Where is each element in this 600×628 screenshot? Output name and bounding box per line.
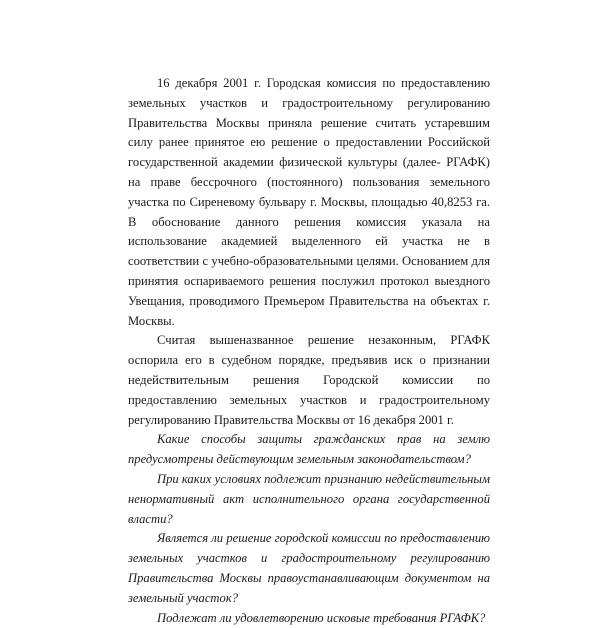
- case-description-paragraph: 16 декабря 2001 г. Городская комиссия по предоставлению земельных участков и градостроительному регулированию Правительства Москвы приняла решение считать устаревшим силу ранее принятое ею решение о предоставлении Российской государственной академии физической культуры (далее- РГАФК) на праве бессрочного (постоянного) пользования земельного участка по Сиреневому бульвару г. Москвы, площадью 40,8253 га. В обоснование данного решения комиссия указала на использование академией выделенного ей участка не в соответствии с учебно-образовательными целями. Основанием для принятия оспариваемого решения послужил протокол выездного Увещания, проводимого Премьером Правительства на объектах г. Москвы.: [128, 76, 490, 328]
- question-4: Подлежат ли удовлетворению исковые требования РГАФК?: [157, 610, 486, 625]
- question-3: Является ли решение городской комиссии по предоставлению земельных участков и градостроительному регулированию Правительства Москвы правоустанавливающим документом на земельный участок?: [128, 531, 490, 605]
- question-2: При каких условиях подлежит признанию недействительным ненормативный акт исполнительного органа государственной власти?: [128, 471, 490, 526]
- lawsuit-paragraph: Считая вышеназванное решение незаконным, РГАФК оспорила его в судебном порядке, предъявив иск о признании недействительным решения Городской комиссии по предоставлению земельных участков и градостроительному регулированию Правительства Москвы от 16 декабря 2001 г.: [128, 333, 490, 427]
- question-1: Какие способы защиты гражданских прав на землю предусмотрены действующим земельным законодательством?: [128, 432, 490, 467]
- document-page: [128, 74, 490, 628]
